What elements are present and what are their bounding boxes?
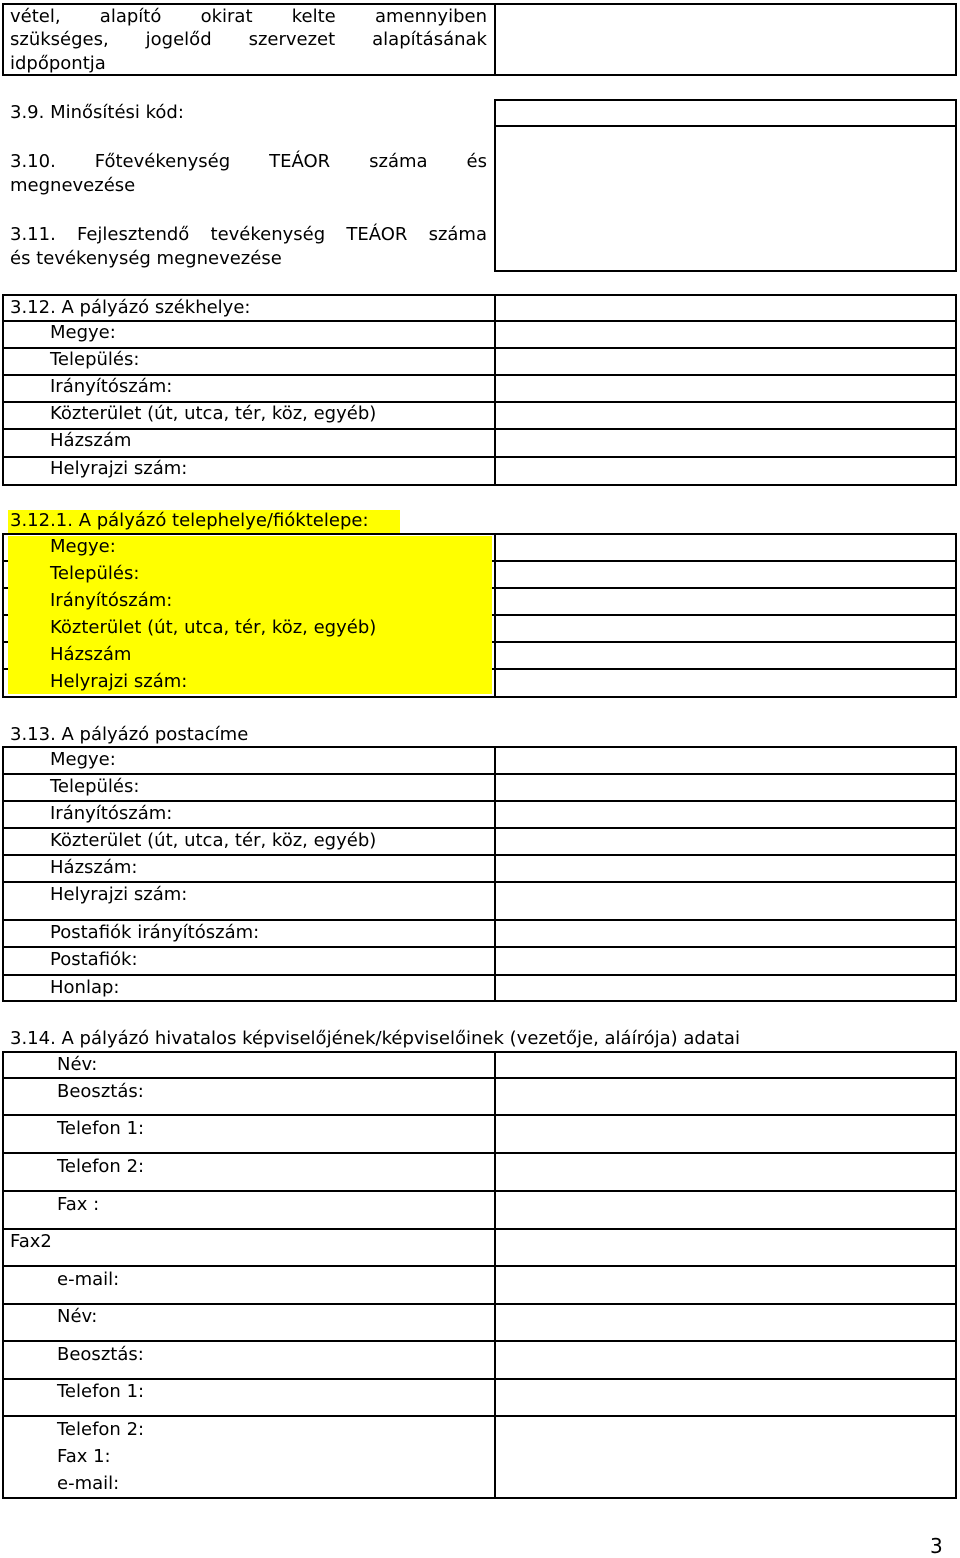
dev-activity-label-line-2: és tevékenység megnevezése — [10, 248, 282, 269]
site-zip-label: Irányítószám: — [50, 590, 173, 611]
postal-row-line — [2, 773, 957, 775]
representatives-row-line — [2, 1303, 957, 1305]
postal-row-line — [2, 881, 957, 883]
representatives-row-line — [2, 1114, 957, 1116]
po-box-label: Postafiók: — [50, 949, 138, 970]
rep2-position-label: Beosztás: — [57, 1344, 144, 1365]
qualification-code-value-cell[interactable] — [494, 99, 957, 127]
postal-row-line — [2, 800, 957, 802]
seat-row-line — [2, 428, 957, 430]
rep1-fax2-label: Fax2 — [10, 1231, 52, 1252]
representatives-section-box — [2, 1051, 957, 1499]
postal-street-label: Közterület (út, utca, tér, köz, egyéb) — [50, 830, 377, 851]
rep2-name-label: Név: — [57, 1306, 98, 1327]
postal-row-line — [2, 854, 957, 856]
site-house-number-label: Házszám — [50, 644, 132, 665]
page-number: 3 — [930, 1534, 943, 1558]
po-box-zip-label: Postafiók irányítószám: — [50, 922, 260, 943]
founding-date-label-line-1: vétel, alapító okirat kelte amennyiben — [10, 6, 487, 27]
main-activity-label-line-2: megnevezése — [10, 175, 136, 196]
representatives-row-line — [2, 1340, 957, 1342]
representatives-column-divider — [494, 1051, 496, 1499]
teaor-value-cell[interactable] — [494, 125, 957, 272]
site-settlement-label: Település: — [50, 563, 140, 584]
rep1-fax-label: Fax : — [57, 1194, 100, 1215]
rep1-phone2-label: Telefon 2: — [57, 1156, 145, 1177]
postal-county-label: Megye: — [50, 749, 116, 770]
rep1-position-label: Beosztás: — [57, 1081, 144, 1102]
representatives-row-line — [2, 1378, 957, 1380]
site-street-label: Közterület (út, utca, tér, köz, egyéb) — [50, 617, 377, 638]
founding-date-label-line-2: szükséges, jogelőd szervezet alapításának — [10, 29, 487, 50]
site-section-title: 3.12.1. A pályázó telephelye/fióktelepe: — [10, 510, 369, 531]
postal-row-line — [2, 827, 957, 829]
rep2-email-label: e-mail: — [57, 1473, 120, 1494]
postal-section-box — [2, 746, 957, 1002]
postal-section-title: 3.13. A pályázó postacíme — [10, 724, 249, 745]
rep2-phone1-label: Telefon 1: — [57, 1381, 145, 1402]
representatives-row-line — [2, 1228, 957, 1230]
seat-parcel-number-label: Helyrajzi szám: — [50, 458, 188, 479]
founding-date-label-line-3: idpőpontja — [10, 53, 106, 74]
representatives-row-line — [2, 1152, 957, 1154]
seat-settlement-label: Település: — [50, 349, 140, 370]
postal-settlement-label: Település: — [50, 776, 140, 797]
row-founding-date-value-cell[interactable] — [494, 3, 957, 76]
seat-street-label: Közterület (út, utca, tér, köz, egyéb) — [50, 403, 377, 424]
rep2-fax1-label: Fax 1: — [57, 1446, 111, 1467]
rep1-phone1-label: Telefon 1: — [57, 1118, 145, 1139]
seat-zip-label: Irányítószám: — [50, 376, 173, 397]
representatives-row-line — [2, 1077, 957, 1079]
qualification-code-label: 3.9. Minősítési kód: — [10, 102, 184, 123]
postal-row-line — [2, 919, 957, 921]
postal-row-line — [2, 974, 957, 976]
seat-house-number-label: Házszám — [50, 430, 132, 451]
seat-county-label: Megye: — [50, 322, 116, 343]
representatives-section-title: 3.14. A pályázó hivatalos képviselőjének/képviselőinek (vezetője, aláírója) adatai — [10, 1028, 740, 1049]
website-label: Honlap: — [50, 977, 120, 998]
rep1-email-label: e-mail: — [57, 1269, 120, 1290]
representatives-row-line — [2, 1265, 957, 1267]
seat-row-line — [2, 347, 957, 349]
representatives-row-line — [2, 1190, 957, 1192]
representatives-row-line — [2, 1415, 957, 1417]
site-parcel-number-label: Helyrajzi szám: — [50, 671, 188, 692]
postal-zip-label: Irányítószám: — [50, 803, 173, 824]
postal-house-number-label: Házszám: — [50, 857, 138, 878]
postal-row-line — [2, 946, 957, 948]
postal-parcel-number-label: Helyrajzi szám: — [50, 884, 188, 905]
site-county-label: Megye: — [50, 536, 116, 557]
rep2-phone2-label: Telefon 2: — [57, 1419, 145, 1440]
dev-activity-label-line-1: 3.11. Fejlesztendő tevékenység TEÁOR száma — [10, 224, 487, 245]
postal-column-divider — [494, 746, 496, 1002]
main-activity-label-line-1: 3.10. Főtevékenység TEÁOR száma és — [10, 151, 487, 172]
rep1-name-label: Név: — [57, 1054, 98, 1075]
seat-row-line — [2, 320, 957, 322]
seat-section-title: 3.12. A pályázó székhelye: — [10, 297, 251, 318]
